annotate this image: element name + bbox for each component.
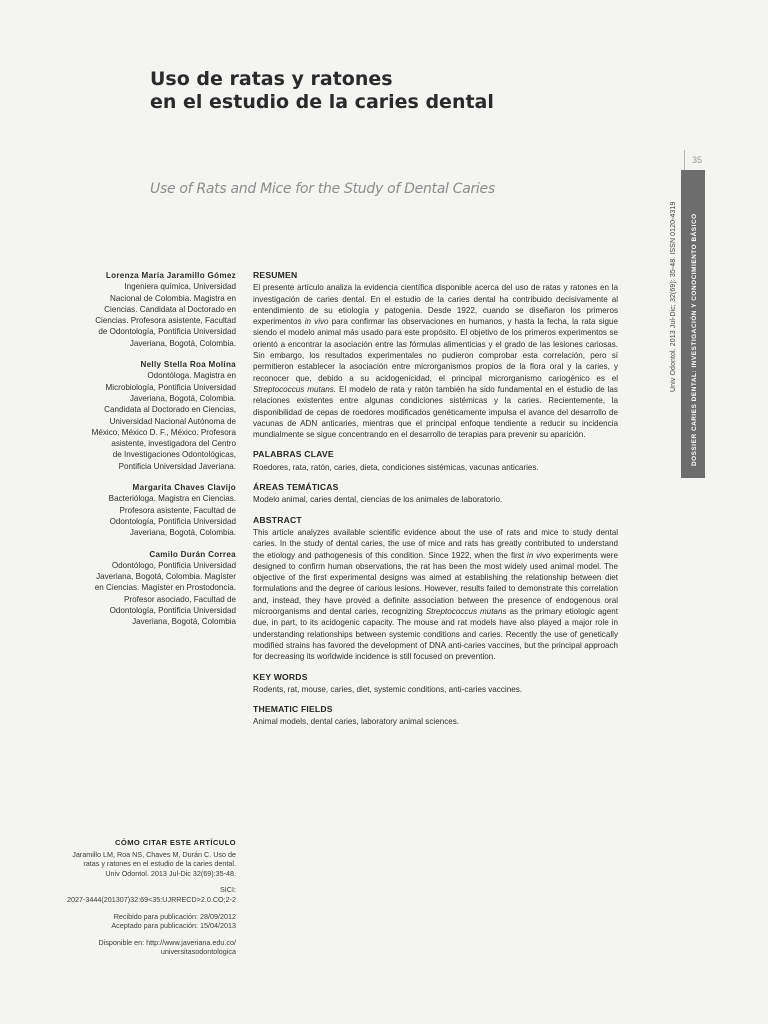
author-affiliation-line: Universidad Nacional Autónoma de [109, 416, 236, 426]
received-date: Recibido para publicación: 28/09/2012 [113, 911, 236, 921]
page-number-rule [684, 150, 685, 170]
sici-value: 2027-3444(201307)32:69<35:UJRRECD>2.0.CO;2-2 [66, 894, 236, 904]
accepted-date: Aceptado para publicación: 15/04/2013 [111, 921, 236, 931]
author-affiliation-line: Bacterióloga. Magistra en Ciencias. [108, 494, 236, 504]
publication-dates [52, 912, 236, 931]
author-affiliation-line: Odontología, Pontificia Universidad [109, 516, 236, 526]
author-affiliation-line: Microbiología, Pontificia Universidad [105, 382, 236, 392]
author-name: Nelly Stella Roa Molina [140, 360, 236, 370]
palabras-clave-section [253, 449, 618, 473]
author-affiliation-line: México, México D. F., México. Profesora [91, 427, 236, 437]
resumen-text-part: para confirmar las observaciones en humanos, y hasta la fecha, la rata sigue siendo el modelo animal más usado para este propósito. El objetivo de los primeros experimentos se orientó a encontrar la asociación entre las fórmulas alimenticias y el grado de las lesiones cariosas. Sin embargo, los resultados experimentales no pudieron comprobar esta correlación, pero sí permitieron establecer la asociación entre microrganismos propios de la flora oral y la caries, y reconocer que, debido a su acidogenicidad, el principal microrganismo cariogénico es el [253, 317, 618, 383]
title-line-2: en el estudio de la caries dental [150, 91, 494, 113]
resumen-heading: RESUMEN [253, 270, 298, 280]
author-affiliation-line: Javeriana, Bogotá, Colombia [132, 617, 236, 627]
author-name: Margarita Chaves Clavijo [132, 483, 236, 493]
abstract-text-part: This article analyzes available scientific evidence about the use of rats and mice to study dental caries. In the study of dental caries, the use of mice and rats has greatly contributed to understand the etiology and pathogenesis of this condition. Since 1922, when the first [253, 527, 618, 560]
author-name: Camilo Durán Correa [149, 549, 236, 559]
key-words-section [253, 672, 618, 696]
author-block [52, 482, 236, 538]
dossier-label: DOSSIER CARIES DENTAL: INVESTIGACIÓN Y CONOCIMIENTO BÁSICO [691, 213, 698, 466]
resumen-text-part: El presente artículo analiza la evidencia científica disponible acerca del uso de ratas y ratones en la investigación de caries dental. En el estudio de la caries dental ha contribuido decisivamente al entendimiento de su etiología y patogenia. Desde 1922, cuando se diseñaron los primeros experimentos [253, 283, 618, 327]
author-affiliation-line: Javeriana, Bogotá, Colombia. Magíster [96, 572, 236, 582]
citation-ref-line: ratas y ratones en el estudio de la caries dental. [83, 859, 236, 869]
availability-link[interactable] [52, 938, 236, 957]
citation-ref-line: Univ Odontol. 2013 Jul-Dic 32(69):35-48. [105, 868, 236, 878]
author-affiliation-line: Pontificia Universidad Javeriana. [118, 461, 236, 471]
author-affiliation-line: Profesor asociado, Facultad de [123, 594, 236, 604]
author-affiliation-line: Profesora asistente, Facultad de [119, 505, 236, 515]
author-affiliation-line: en Ciencias. Magíster en Prostodoncia. [94, 583, 236, 593]
author-affiliation-line: Odontología, Pontificia Universidad [109, 606, 236, 616]
palabras-clave-text: Roedores, rata, ratón, caries, dieta, condiciones sistémicas, vacunas anticaries. [253, 462, 539, 472]
resumen-italic-term: Streptococcus mutans. [253, 384, 337, 394]
sici-code [52, 885, 236, 904]
author-affiliation-line: Javeriana, Bogotá, Colombia. [129, 338, 236, 348]
author-affiliation-line: Ciencias. Profesora asistente, Facultad [95, 316, 236, 326]
citation-reference [52, 850, 236, 879]
author-block [52, 359, 236, 472]
author-affiliation-line: de Investigaciones Odontológicas, [112, 450, 236, 460]
author-name: Lorenza María Jaramillo Gómez [105, 271, 236, 280]
areas-tematicas-section [253, 482, 618, 506]
journal-reference: Univ Odontol. 2013 Jul-Dic; 32(69): 35-48. ISSN 0120-4319 [670, 201, 677, 392]
author-affiliation-line: asistente, investigadora del Centro [111, 439, 236, 449]
thematic-fields-text: Animal models, dental caries, laboratory animal sciences. [253, 717, 460, 727]
abstract-heading: ABSTRACT [253, 514, 302, 525]
abstract-italic-term: in vivo [526, 550, 551, 560]
author-affiliation-line: de Odontología, Pontificia Universidad [98, 327, 236, 337]
citation-block [52, 838, 236, 964]
abstract-column [253, 270, 618, 737]
availability-line[interactable]: Disponible en: http://www.javeriana.edu.co/ [98, 937, 236, 947]
author-affiliation-line: Odontóloga. Magistra en [147, 371, 236, 381]
citation-ref-line: Jaramillo LM, Roa NS, Chaves M, Durán C. Uso de [72, 849, 236, 859]
author-affiliation-line: Nacional de Colombia. Magistra en [110, 293, 236, 303]
palabras-clave-heading: PALABRAS CLAVE [253, 449, 334, 460]
abstract-italic-term: Streptococcus mutans [425, 607, 507, 617]
abstract-text-part: experiments were designed to confirm human observations, the rat has been the most widely used animal model. The objective of the first experimental designs was aimed at establishing the relationship between diet formulations and the degree of carious lesions. However, results failed to demonstrate this correlation and, instead, they have proved a definite association between the presence of endogenous oral microorganisms and dental caries, recognizing [253, 550, 618, 617]
author-affiliation-line: Ingeniera química, Universidad [124, 282, 236, 292]
availability-line[interactable]: universitasodontologica [160, 947, 236, 957]
thematic-fields-heading: THEMATIC FIELDS [253, 704, 333, 715]
author-affiliation-line: Odontólogo, Pontificia Universidad [111, 560, 236, 570]
resumen-italic-term: in vivo [304, 317, 329, 327]
key-words-text: Rodents, rat, mouse, caries, diet, systemic conditions, anti-caries vaccines. [253, 684, 523, 694]
areas-tematicas-text: Modelo animal, caries dental, ciencias de los animales de laboratorio. [253, 495, 503, 505]
author-list [52, 270, 236, 638]
key-words-heading: KEY WORDS [253, 671, 308, 682]
resumen-text-part: El modelo de rata y ratón también ha sido fundamental en el estudio de las relaciones existentes entre algunas condiciones sistémicas y la caries. Recientemente, la disponibilidad de cepas de roedores modificados genéticamente impulsa el avance del desarrollo de vacunas de ADN anticaries, mientras que el principal enfoque tendiente a reducir su incidencia mundialmente se sigue concentrando en el desarrollo de terapias para prevenir su aparición. [253, 384, 618, 440]
abstract-section [253, 515, 618, 663]
resumen-section [253, 270, 618, 440]
author-affiliation-line: Ciencias. Candidata al Doctorado en [104, 304, 236, 314]
page-number: 35 [692, 155, 703, 165]
title-line-1: Uso de ratas y ratones [150, 68, 393, 90]
resumen-text [253, 282, 618, 440]
english-title: Use of Rats and Mice for the Study of Dental Caries [150, 181, 495, 197]
citation-heading: CÓMO CITAR ESTE ARTÍCULO [115, 838, 236, 847]
thematic-fields-section [253, 704, 618, 728]
article-title [150, 68, 570, 114]
author-affiliation-line: Javeriana, Bogotá, Colombia. [129, 528, 236, 538]
abstract-text-part: as the primary etiologic agent due, in part, to its acidogenic capacity. The mouse and rat models have also played a major role in understanding relationships between systemic conditions and caries. Recently the use of genetically modified strains has favored the development of DNA anti-caries vaccines, but the principal approach for decreasing its worldwide incidence is still focused on prevention. [253, 607, 619, 662]
areas-tematicas-heading: ÁREAS TEMÁTICAS [253, 482, 339, 493]
author-affiliation-line: Candidata al Doctorado en Ciencias, [104, 405, 236, 415]
author-affiliation-line: Javeriana, Bogotá, Colombia. [129, 393, 236, 403]
abstract-text [253, 527, 618, 663]
sici-label: SICI: [220, 885, 236, 895]
author-block [52, 549, 236, 628]
author-block [52, 270, 236, 349]
